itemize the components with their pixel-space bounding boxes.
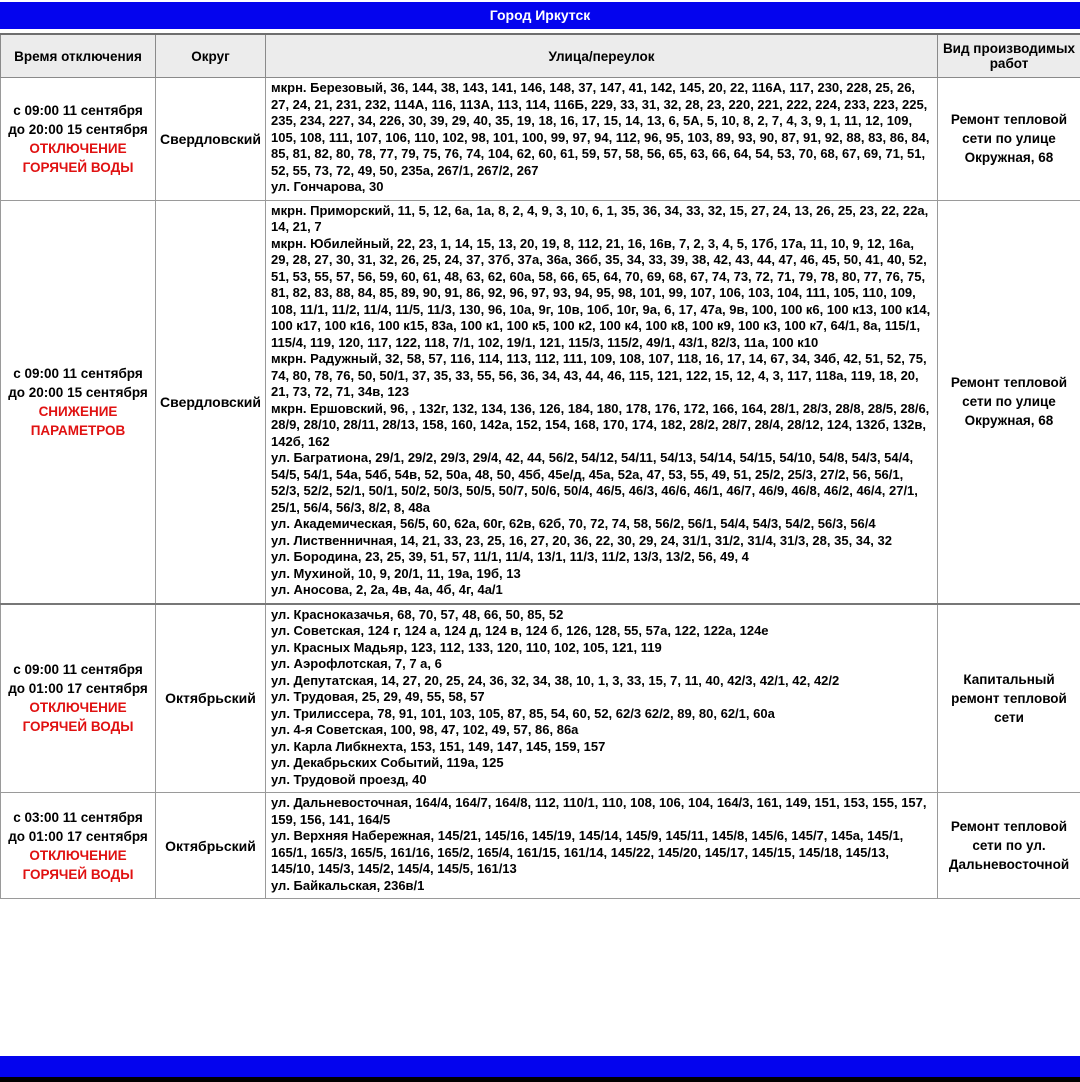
table-row <box>1 793 1080 899</box>
outage-status: ОТКЛЮЧЕНИЕ ГОРЯЧЕЙ ВОДЫ <box>4 698 152 736</box>
street-entry: ул. Трилиссера, 78, 91, 101, 103, 105, 87, 85, 54, 60, 52, 62/3 62/2, 89, 80, 62/1, 60а <box>271 706 931 723</box>
street-entry: мкрн. Ершовский, 96, , 132г, 132, 134, 136, 126, 184, 180, 178, 176, 172, 166, 164, 28/1, 28/3, 28/8, 28/5, 28/6, 28/9, 28/10, 28/11, 28/13, 158, 160, 142а, 152, 154, 168, 170, 174, 182, 28/2, 28/7, 28/4, 28/12, 124, 132б, 132в, 142б, 162 <box>271 401 931 451</box>
street-entry: ул. Депутатская, 14, 27, 20, 25, 24, 36, 32, 34, 38, 10, 1, 3, 33, 15, 7, 11, 40, 42/3, 42/1, 42, 42/2 <box>271 673 931 690</box>
outage-time: с 09:00 11 сентября до 20:00 15 сентября <box>4 101 152 139</box>
street-entry: мкрн. Радужный, 32, 58, 57, 116, 114, 113, 112, 111, 109, 108, 107, 118, 16, 17, 14, 67, 34, 34б, 42, 51, 52, 75, 74, 80, 78, 76, 50, 50/1, 37, 35, 33, 55, 56, 36, 34, 43, 44, 46, 115, 121, 122, 15, 12, 4, 3, 117, 118а, 119, 18, 20, 21, 73, 72, 71, 34в, 123 <box>271 351 931 401</box>
district-cell: Октябрьский <box>156 604 266 793</box>
streets-cell <box>266 78 938 201</box>
time-cell <box>1 604 156 793</box>
street-entry: ул. Багратиона, 29/1, 29/2, 29/3, 29/4, 42, 44, 56/2, 54/12, 54/11, 54/13, 54/14, 54/15, 54/10, 54/8, 54/3, 54/4, 54/5, 54/1, 54а, 54б, 54в, 52, 50а, 48, 50, 45б, 45е/д, 45а, 52а, 47, 53, 55, 49, 51, 25/2, 25/3, 27/2, 56, 56/1, 52/3, 52/2, 52/1, 50/1, 50/2, 50/3, 50/5, 50/7, 50/6, 50/4, 46/5, 46/3, 46/6, 46/1, 46/7, 46/9, 46/8, 46/2, 46/4, 27/1, 25/1, 56/4, 56/3, 8/2, 8, 48а <box>271 450 931 516</box>
street-entry: ул. Трудовая, 25, 29, 49, 55, 58, 57 <box>271 689 931 706</box>
time-cell <box>1 78 156 201</box>
table-row <box>1 604 1080 793</box>
street-entry: ул. Трудовой проезд, 40 <box>271 772 931 789</box>
street-entry: ул. Гончарова, 30 <box>271 179 931 196</box>
street-entry: ул. Дальневосточная, 164/4, 164/7, 164/8, 112, 110/1, 110, 108, 106, 104, 164/3, 161, 149, 151, 153, 155, 157, 159, 156, 141, 164/5 <box>271 795 931 828</box>
streets-cell <box>266 200 938 604</box>
outage-time: с 09:00 11 сентября до 20:00 15 сентября <box>4 364 152 402</box>
street-entry: ул. Аносова, 2, 2а, 4в, 4а, 4б, 4г, 4а/1 <box>271 582 931 599</box>
street-entry: ул. Красных Мадьяр, 123, 112, 133, 120, 110, 102, 105, 121, 119 <box>271 640 931 657</box>
street-entry: ул. Карла Либкнехта, 153, 151, 149, 147, 145, 159, 157 <box>271 739 931 756</box>
street-entry: ул. Красноказачья, 68, 70, 57, 48, 66, 50, 85, 52 <box>271 607 931 624</box>
col-header-district: Округ <box>156 34 266 78</box>
time-cell <box>1 793 156 899</box>
street-entry: ул. 4-я Советская, 100, 98, 47, 102, 49, 57, 86, 86а <box>271 722 931 739</box>
street-entry: ул. Советская, 124 г, 124 а, 124 д, 124 в, 124 б, 126, 128, 55, 57а, 122, 122а, 124е <box>271 623 931 640</box>
street-entry: ул. Лиственничная, 14, 21, 33, 23, 25, 16, 27, 20, 36, 22, 30, 29, 24, 31/1, 31/2, 31/4, 31/3, 28, 35, 34, 32 <box>271 533 931 550</box>
col-header-time: Время отключения <box>1 34 156 78</box>
street-entry: ул. Декабрьских Событий, 119а, 125 <box>271 755 931 772</box>
outage-status: ОТКЛЮЧЕНИЕ ГОРЯЧЕЙ ВОДЫ <box>4 846 152 884</box>
street-entry: мкрн. Приморский, 11, 5, 12, 6а, 1а, 8, 2, 4, 9, 3, 10, 6, 1, 35, 36, 34, 33, 32, 15, 27, 24, 13, 26, 25, 23, 22, 22а, 14, 21, 7 <box>271 203 931 236</box>
bottom-blue-bar <box>0 1056 1080 1077</box>
header-row <box>1 34 1080 78</box>
col-header-street: Улица/переулок <box>266 34 938 78</box>
street-entry: ул. Верхняя Набережная, 145/21, 145/16, 145/19, 145/14, 145/9, 145/11, 145/8, 145/6, 145/7, 145а, 145/1, 165/1, 165/3, 165/5, 161/16, 165/2, 165/4, 161/15, 161/14, 145/22, 145/20, 145/17, 145/15, 145/18, 145/13, 145/10, 145/3, 145/2, 145/4, 145/5, 161/13 <box>271 828 931 878</box>
work-type-cell: Ремонт тепловой сети по улице Окружная, 68 <box>938 200 1080 604</box>
time-cell <box>1 200 156 604</box>
district-cell: Свердловский <box>156 200 266 604</box>
street-entry: ул. Байкальская, 236в/1 <box>271 878 931 895</box>
street-entry: мкрн. Березовый, 36, 144, 38, 143, 141, 146, 148, 37, 147, 41, 142, 145, 20, 22, 116А, 117, 230, 228, 25, 26, 27, 24, 21, 231, 232, 114А, 116, 113А, 113, 114, 116Б, 229, 33, 31, 32, 28, 23, 220, 221, 222, 224, 233, 223, 225, 235, 234, 227, 34, 226, 30, 39, 29, 40, 35, 19, 18, 16, 17, 15, 14, 13, 6, 5А, 5, 10, 8, 2, 7, 4, 3, 9, 1, 11, 12, 109, 105, 108, 111, 107, 106, 110, 102, 98, 101, 100, 99, 97, 94, 112, 96, 95, 103, 89, 93, 90, 87, 91, 92, 88, 83, 86, 84, 85, 81, 82, 80, 78, 77, 79, 75, 76, 74, 104, 62, 60, 61, 59, 57, 58, 56, 65, 63, 66, 64, 54, 53, 70, 68, 67, 69, 71, 51, 52, 55, 73, 72, 49, 50, 235а, 267/1, 267/2, 267 <box>271 80 931 179</box>
table-row <box>1 200 1080 604</box>
city-title-bar: Город Иркутск <box>0 2 1080 29</box>
street-entry: мкрн. Юбилейный, 22, 23, 1, 14, 15, 13, 20, 19, 8, 112, 21, 16, 16в, 7, 2, 3, 4, 5, 17б, 17а, 11, 10, 9, 12, 16а, 29, 28, 27, 30, 31, 32, 26, 25, 24, 37, 37б, 37а, 36а, 36б, 35, 34, 33, 39, 38, 42, 43, 44, 47, 46, 45, 50, 41, 40, 52, 51, 53, 55, 57, 56, 59, 60, 61, 48, 63, 62, 60а, 58, 66, 65, 64, 70, 69, 68, 67, 74, 73, 72, 71, 79, 78, 80, 77, 76, 75, 81, 82, 83, 88, 84, 85, 89, 90, 91, 86, 92, 96, 97, 93, 94, 95, 98, 101, 99, 107, 106, 103, 104, 111, 105, 110, 109, 108, 11/1, 11/2, 11/4, 11/5, 11/3, 130, 96, 10а, 9г, 10в, 10б, 10г, 9а, 6, 17, 47а, 9в, 100, 100 к6, 100 к13, 100 к14, 100 к17, 100 к16, 100 к15, 83а, 100 к1, 100 к5, 100 к2, 100 к4, 100 к8, 100 к9, 100 к3, 100 к7, 64/1, 8а, 115/1, 115/4, 119, 120, 117, 122, 118, 7/1, 102, 19/1, 121, 115/3, 115/2, 49/1, 43/1, 82/3, 11а, 100 к10 <box>271 236 931 352</box>
streets-cell <box>266 793 938 899</box>
outage-time: с 03:00 11 сентября до 01:00 17 сентября <box>4 808 152 846</box>
street-entry: ул. Мухиной, 10, 9, 20/1, 11, 19а, 19б, 13 <box>271 566 931 583</box>
outage-status: ОТКЛЮЧЕНИЕ ГОРЯЧЕЙ ВОДЫ <box>4 139 152 177</box>
col-header-work-type: Вид производимых работ <box>938 34 1080 78</box>
table-row <box>1 78 1080 201</box>
work-type-cell: Ремонт тепловой сети по ул. Дальневосточной <box>938 793 1080 899</box>
street-entry: ул. Бородина, 23, 25, 39, 51, 57, 11/1, 11/4, 13/1, 11/3, 11/2, 13/3, 13/2, 56, 49, 4 <box>271 549 931 566</box>
outage-status: СНИЖЕНИЕ ПАРАМЕТРОВ <box>4 402 152 440</box>
outage-table <box>0 33 1080 899</box>
district-cell: Свердловский <box>156 78 266 201</box>
street-entry: ул. Аэрофлотская, 7, 7 а, 6 <box>271 656 931 673</box>
outage-time: с 09:00 11 сентября до 01:00 17 сентября <box>4 660 152 698</box>
work-type-cell: Ремонт тепловой сети по улице Окружная, 68 <box>938 78 1080 201</box>
district-cell: Октябрьский <box>156 793 266 899</box>
street-entry: ул. Академическая, 56/5, 60, 62а, 60г, 62в, 62б, 70, 72, 74, 58, 56/2, 56/1, 54/4, 54/3, 54/2, 56/3, 56/4 <box>271 516 931 533</box>
streets-cell <box>266 604 938 793</box>
work-type-cell: Капитальный ремонт тепловой сети <box>938 604 1080 793</box>
